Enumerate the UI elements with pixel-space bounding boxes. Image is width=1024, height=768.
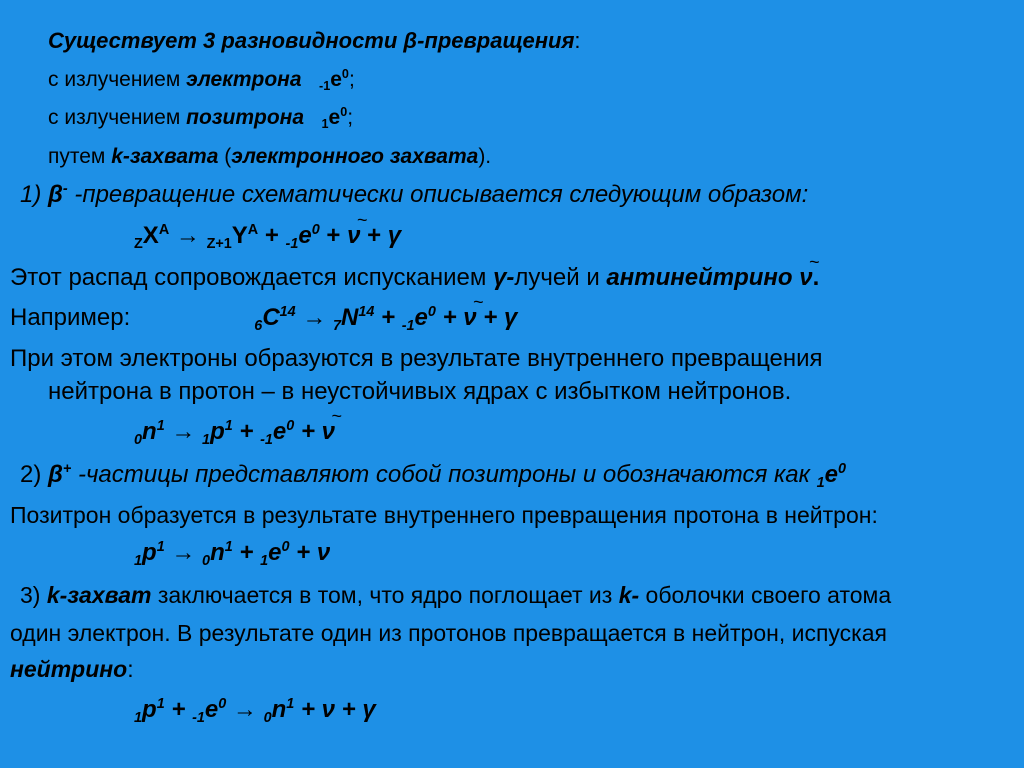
k-shell: k-: [618, 582, 640, 608]
eq1-y: Y: [231, 222, 248, 249]
k-text2: оболочки своего атома: [639, 582, 892, 608]
eq1-arrow: →: [169, 222, 207, 249]
positron-term: позитрона: [186, 106, 305, 129]
heading: [48, 30, 581, 52]
beta-plus-line: [20, 461, 847, 492]
eq3-antineutrino: ν ~: [321, 405, 343, 445]
k-capture-line2: один электрон. В результате один из протонов превращается в нейтрон, испуская: [10, 620, 887, 646]
variant-prefix: с излучением: [48, 68, 187, 91]
heading-colon: :: [574, 28, 581, 53]
beta-minus-line: [20, 183, 808, 207]
explanation-line2: нейтрона в протон – в неустойчивых ядрах с избытком нейтронов.: [48, 378, 792, 405]
electron-term: электрона: [186, 68, 302, 91]
positron-formation: Позитрон образуется в результате внутреннего превращения протона в нейтрон:: [10, 502, 878, 528]
equation-neutron: $_0n^1 \to _1p^1 + _{-1}e^0 + \nu$ ~: [134, 405, 343, 449]
decay-line: [10, 251, 820, 291]
eq4-neutrino: ν: [316, 539, 331, 566]
k-number: 3): [20, 582, 47, 608]
eq5-arrow: →: [226, 696, 264, 723]
eq4-n: n: [210, 539, 225, 566]
electron-symbol: $_{-1}e^0$: [319, 67, 349, 94]
decay-gamma: γ-: [493, 264, 515, 291]
eq1-antineutrino: ν ~: [347, 209, 368, 249]
decay-text: Этот распад сопровождается испусканием: [10, 264, 494, 291]
eq1-gamma: γ: [387, 222, 402, 249]
beta-plus-e: $_1e^0$: [816, 461, 847, 492]
k-capture-line1: [20, 584, 891, 607]
k-colon: :: [127, 656, 134, 682]
eq5-gamma: γ: [362, 696, 376, 723]
decay-nu: ν ~: [799, 251, 820, 291]
eq1-z: Z: [134, 236, 143, 253]
eq1-plus1: +: [258, 222, 286, 249]
eq3-n: n: [142, 418, 157, 445]
eq1-x: X: [142, 222, 159, 249]
antineutrino-term: антинейтрино: [606, 264, 793, 291]
eq5-neutrino: ν: [321, 696, 335, 723]
eq1-electron: $_{-1}e^0$: [285, 222, 320, 253]
eq1-plus3: +: [360, 222, 388, 249]
example-line: [10, 291, 518, 335]
explanation-line1: При этом электроны образуются в результате внутреннего превращения: [10, 345, 823, 372]
eq1-a2: A: [247, 222, 259, 239]
beta-plus-number: 2): [20, 461, 49, 488]
beta-minus-number: 1): [20, 181, 49, 208]
semicolon: ;: [348, 68, 355, 91]
eq4-p: p: [142, 539, 157, 566]
example-equation: $_6C^{14} \to _7N^{14} + _{-1}e^0 + \nu$ ~ + γ: [254, 291, 518, 335]
k-prefix: путем: [48, 145, 112, 168]
eq1-a: A: [158, 222, 170, 239]
equation-proton: $_1p^1 \to _0n^1 + _1e^0 + \nu$: [134, 539, 331, 570]
decay-end: .: [812, 264, 820, 291]
beta-plus-text: -частицы представляют собой позитроны и обозначаются как: [71, 461, 817, 488]
neutrino-term: нейтрино: [10, 656, 128, 682]
eq5-p: p: [142, 696, 157, 723]
k-term: k-захват: [46, 582, 152, 608]
beta-minus-text: -превращение схематически описывается следующим образом:: [67, 181, 809, 208]
k-text1: заключается в том, что ядро поглощает из: [151, 582, 619, 608]
equation-general: [134, 209, 402, 253]
k-capture-line3: [10, 658, 134, 681]
beta-plus-symbol: β+: [48, 461, 72, 488]
eq4-arrow: →: [164, 539, 203, 566]
eq3-p: p: [210, 418, 225, 445]
k-capture-term: k-захвата: [111, 145, 219, 168]
decay-text2: лучей и: [514, 264, 607, 291]
eq3-arrow: →: [164, 418, 203, 445]
eq5-n: n: [271, 696, 287, 723]
eq1-z1: Z+1: [206, 236, 232, 253]
equation-k-capture: $_1p^1 + _{-1}e^0 \to _0n^1 + \nu + \gamma$: [134, 696, 376, 727]
heading-text: Существует 3 разновидности β-превращения: [48, 28, 575, 53]
variant-k-capture: [48, 146, 491, 167]
semicolon: ;: [347, 106, 354, 129]
k-paren-term: электронного захвата: [231, 145, 479, 168]
beta-symbol: β-: [48, 181, 68, 208]
variant-electron: [48, 67, 355, 94]
k-open: (: [218, 145, 232, 168]
eq1-plus2: +: [319, 222, 348, 249]
example-label: Например:: [10, 304, 131, 331]
positron-symbol: $_1e^0$: [321, 105, 348, 132]
variant-positron: [48, 105, 354, 132]
k-close: ).: [478, 145, 492, 168]
variant-prefix: с излучением: [48, 106, 187, 129]
